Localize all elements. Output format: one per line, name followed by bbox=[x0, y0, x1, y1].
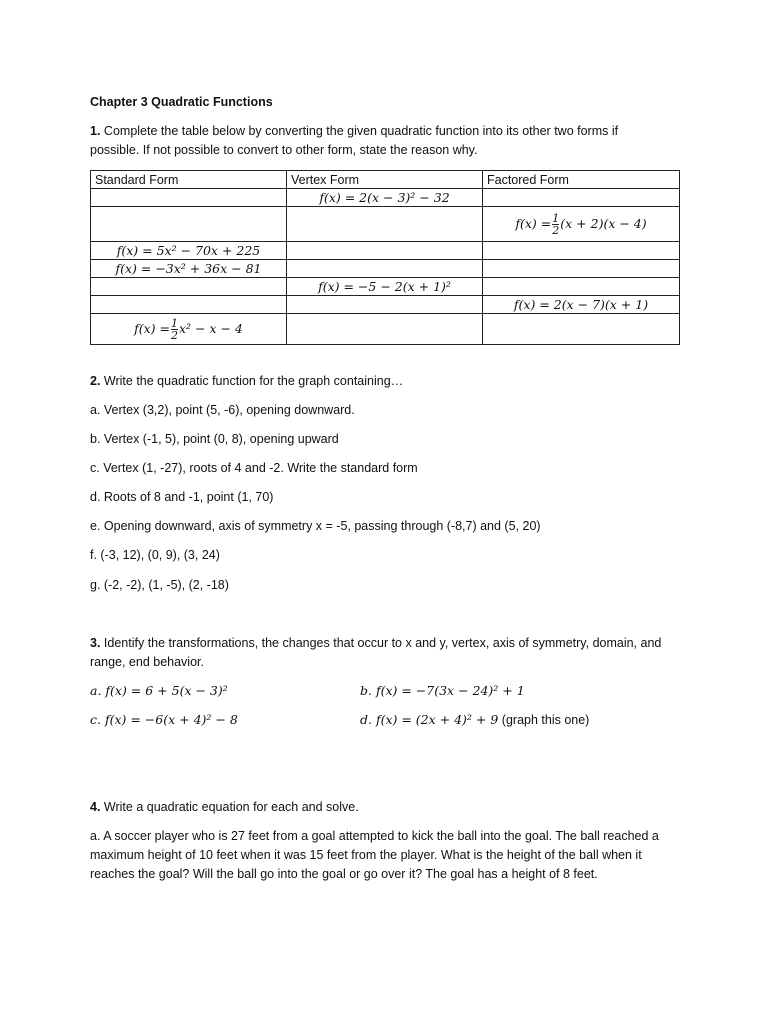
header-vertex-form: Vertex Form bbox=[287, 171, 483, 189]
q2-item-c: c. Vertex (1, -27), roots of 4 and -2. Write the standard form bbox=[90, 461, 418, 475]
cell-vertex-given: f(x) = −5 − 2(x + 1)² bbox=[287, 278, 483, 296]
q3-item-d: d. f(x) = (2x + 4)² + 9 bbox=[360, 712, 499, 727]
q2-number: 2. bbox=[90, 374, 101, 388]
q1-instruction-2: possible. If not possible to convert to other form, state the reason why. bbox=[90, 143, 478, 157]
q4-heading bbox=[90, 798, 359, 816]
cell-factored-blank[interactable] bbox=[483, 260, 680, 278]
fraction bbox=[171, 318, 178, 341]
table-row bbox=[91, 189, 680, 207]
cell-factored-blank[interactable] bbox=[483, 189, 680, 207]
q3-instruction-2: range, end behavior. bbox=[90, 655, 204, 669]
cell-standard-given bbox=[91, 314, 287, 345]
cell-vertex-blank[interactable] bbox=[287, 207, 483, 242]
page-title: Chapter 3 Quadratic Functions bbox=[90, 95, 273, 109]
q1-instruction-1: Complete the table below by converting the given quadratic function into its other two forms if bbox=[103, 124, 619, 138]
header-factored-form: Factored Form bbox=[483, 171, 680, 189]
q3-item-c: c. f(x) = −6(x + 4)² − 8 bbox=[90, 712, 238, 727]
q4-item-a-line2: maximum height of 10 feet when it was 15 feet from the player. What is the height of the ball when it bbox=[90, 848, 642, 862]
table-header-row bbox=[91, 171, 680, 189]
cell-standard-blank[interactable] bbox=[91, 278, 287, 296]
fraction-denominator: 2 bbox=[170, 328, 178, 342]
table-row bbox=[91, 278, 680, 296]
table-row bbox=[91, 314, 680, 345]
q2-item-g: g. (-2, -2), (1, -5), (2, -18) bbox=[90, 578, 229, 592]
q1-number: 1. bbox=[90, 124, 101, 138]
fraction-numerator: 1 bbox=[170, 316, 178, 330]
cell-factored-blank[interactable] bbox=[483, 314, 680, 345]
q3-item-a: a. f(x) = 6 + 5(x − 3)² bbox=[90, 683, 228, 698]
cell-standard-blank[interactable] bbox=[91, 207, 287, 242]
q1-text-line1 bbox=[90, 122, 618, 140]
factored-rhs: (x + 2)(x − 4) bbox=[560, 215, 647, 231]
cell-factored-blank[interactable] bbox=[483, 242, 680, 260]
cell-vertex-blank[interactable] bbox=[287, 314, 483, 345]
table-row bbox=[91, 242, 680, 260]
q3-instruction-1: Identify the transformations, the changes that occur to x and y, vertex, axis of symmetry, domain, and bbox=[103, 636, 662, 650]
q2-item-d: d. Roots of 8 and -1, point (1, 70) bbox=[90, 490, 274, 504]
q3-item-b: b. f(x) = −7(3x − 24)² + 1 bbox=[360, 683, 525, 698]
cell-standard-blank[interactable] bbox=[91, 296, 287, 314]
q4-item-a-line3: reaches the goal? Will the ball go into the goal or go over it? The goal has a height of 8 feet. bbox=[90, 867, 598, 881]
q4-instruction: Write a quadratic equation for each and solve. bbox=[103, 800, 359, 814]
header-standard-form: Standard Form bbox=[91, 171, 287, 189]
cell-vertex-blank[interactable] bbox=[287, 296, 483, 314]
cell-vertex-blank[interactable] bbox=[287, 260, 483, 278]
q3-item-d-line bbox=[360, 711, 589, 729]
cell-standard-given: f(x) = −3x² + 36x − 81 bbox=[91, 260, 287, 278]
fraction-numerator: 1 bbox=[552, 211, 560, 225]
cell-standard-blank[interactable] bbox=[91, 189, 287, 207]
table-row bbox=[91, 207, 680, 242]
cell-factored-given: f(x) = 2(x − 7)(x + 1) bbox=[483, 296, 680, 314]
standard-rhs: x² − x − 4 bbox=[178, 320, 243, 336]
q3-text-line1 bbox=[90, 634, 661, 652]
q2-heading bbox=[90, 372, 403, 390]
conversion-table bbox=[90, 170, 680, 345]
table-row bbox=[91, 296, 680, 314]
q2-instruction: Write the quadratic function for the graph containing… bbox=[103, 374, 404, 388]
q4-number: 4. bbox=[90, 800, 101, 814]
q3-item-d-note: (graph this one) bbox=[501, 713, 590, 727]
cell-standard-given: f(x) = 5x² − 70x + 225 bbox=[91, 242, 287, 260]
fraction bbox=[552, 213, 559, 236]
cell-vertex-given: f(x) = 2(x − 3)² − 32 bbox=[287, 189, 483, 207]
fraction-denominator: 2 bbox=[552, 223, 560, 237]
q3-number: 3. bbox=[90, 636, 101, 650]
factored-lhs: f(x) = bbox=[515, 215, 552, 231]
q2-item-f: f. (-3, 12), (0, 9), (3, 24) bbox=[90, 548, 220, 562]
q2-item-a: a. Vertex (3,2), point (5, -6), opening downward. bbox=[90, 403, 355, 417]
q4-item-a-line1: a. A soccer player who is 27 feet from a goal attempted to kick the ball into the goal. The ball reached a bbox=[90, 829, 659, 843]
cell-factored-given bbox=[483, 207, 680, 242]
cell-factored-blank[interactable] bbox=[483, 278, 680, 296]
standard-lhs: f(x) = bbox=[134, 320, 170, 336]
table-row bbox=[91, 260, 680, 278]
q2-item-b: b. Vertex (-1, 5), point (0, 8), opening upward bbox=[90, 432, 339, 446]
q2-item-e: e. Opening downward, axis of symmetry x = -5, passing through (-8,7) and (5, 20) bbox=[90, 519, 541, 533]
cell-vertex-blank[interactable] bbox=[287, 242, 483, 260]
